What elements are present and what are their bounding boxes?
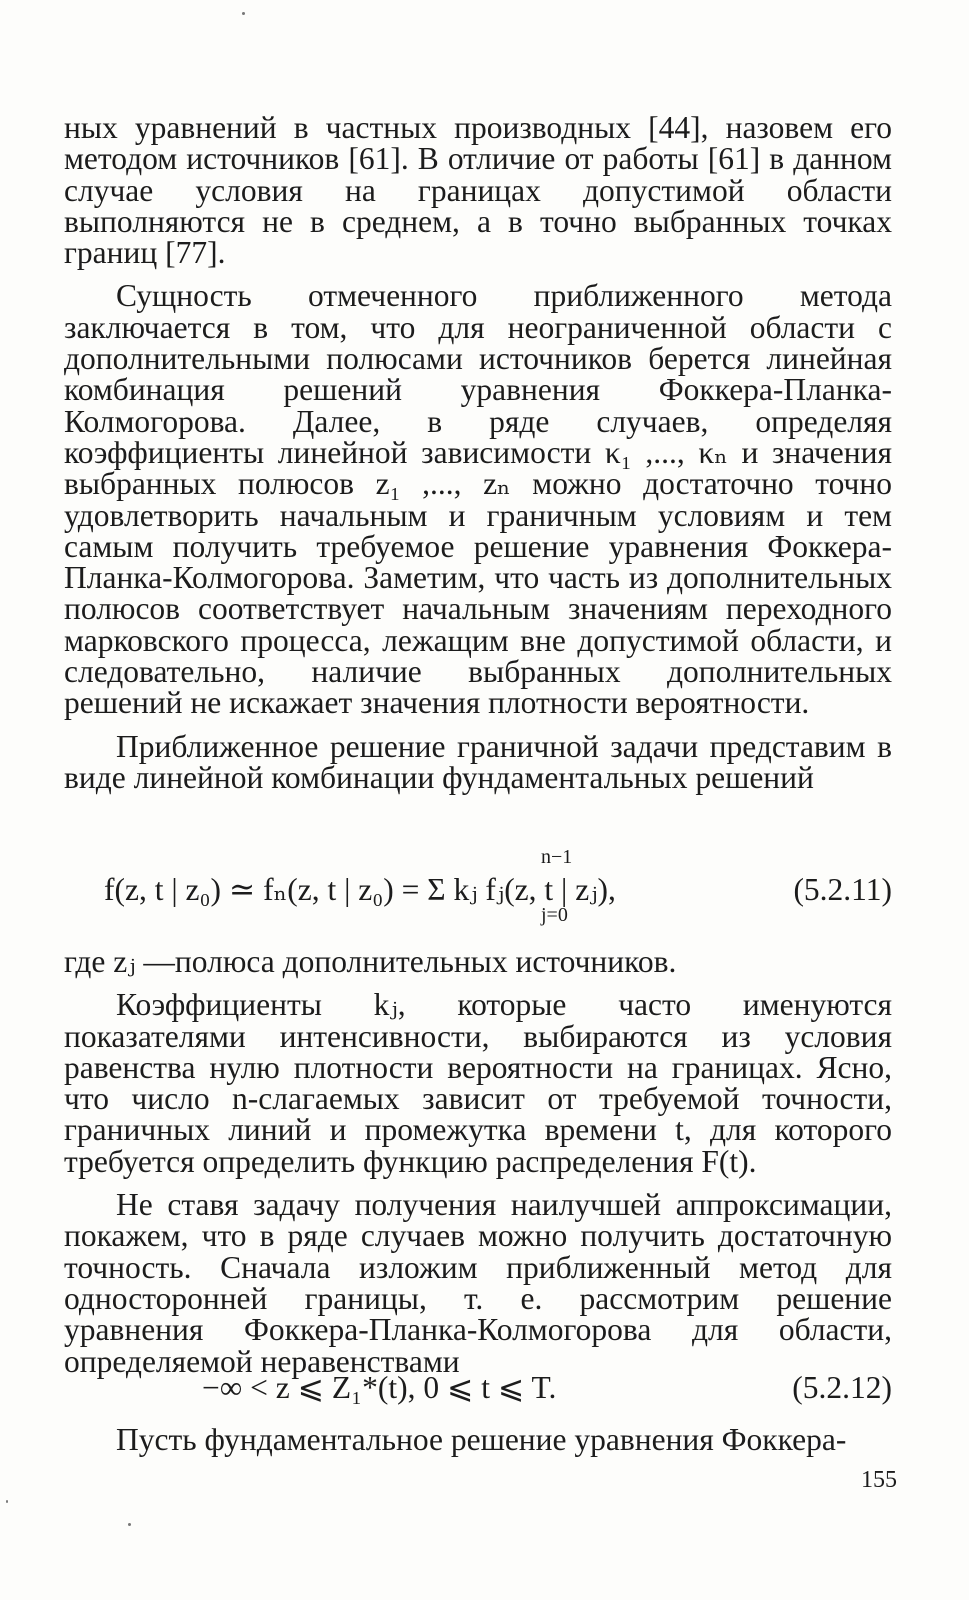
equation-number: (5.2.11) (793, 872, 892, 907)
paragraph: Не ставя задачу получения наилучшей аппроксимации, покажем, что в ряде случаев можно получить достаточную точность. Сначала изложим приближенный метод для односторонней границы, т. е. рассмотрим решение уравнения Фоккера-Планка-Колмогорова для области, определяемой неравенствами (64, 1187, 892, 1379)
sum-upper-limit: n−1 (541, 846, 573, 868)
paragraph: Сущность отмеченного приближенного метода заключается в том, что для неограниченной области с дополнительными полюсами источников берется линейная комбинация решений уравнения Фоккера-Планка-Колмогорова. Далее, в ряде случаев, определяя коэффициенты линейной зависимости κ₁ ,..., κₙ и значения выбранных полюсов z₁ ,..., zₙ можно достаточно точно удовлетворить начальным и граничным условиям и тем самым получить требуемое решение уравнения Фоккера-Планка-Колмогорова. Заметим, что часть из дополнительных полюсов соответствует начальным значениям переходного марковского процесса, лежащим вне допустимой области, и следовательно, наличие выбранных дополнительных решений не искажает значения плотности вероятности. (64, 278, 892, 721)
text-block-2 (64, 946, 892, 1389)
scan-speck (242, 12, 245, 15)
formula-expression: f(z, t | z₀) ≃ fₙ(z, t | z₀) = Σ kⱼ fⱼ(z, t | zⱼ), (104, 872, 616, 907)
sum-lower-limit: j=0 (541, 904, 568, 926)
paragraph: Приближенное решение граничной задачи представим в виде линейной комбинации фундаментальных решений (64, 728, 892, 795)
scan-speck (6, 1500, 8, 1503)
text-block-3 (64, 1424, 892, 1467)
scan-speck (128, 1523, 131, 1526)
paragraph: ных уравнений в частных производных [44], назовем его методом источников [61]. В отличие от работы [61] в данном случае условия на границах допустимой области выполняются не в среднем, а в точно выбранных точках границ [77]. (64, 110, 892, 271)
formula-expression: −∞ < z ⩽ Z₁*(t), 0 ⩽ t ⩽ T. (202, 1370, 557, 1405)
formula-5-2-11 (64, 846, 892, 932)
paragraph: Коэффициенты kⱼ, которые часто именуются показателями интенсивности, выбираются из условия равенства нулю плотности вероятности на границах. Ясно, что число n-слагаемых зависит от требуемой точности, граничных линий и промежутка времени t, для которого требуется определить функцию распределения F(t). (64, 987, 892, 1179)
paragraph: Пусть фундаментальное решение уравнения Фоккера- (116, 1422, 847, 1457)
text-block-1 (64, 112, 892, 805)
page-number: 155 (861, 1467, 897, 1493)
equation-number: (5.2.12) (792, 1370, 892, 1405)
paragraph: где zⱼ —полюса дополнительных источников. (64, 944, 677, 979)
